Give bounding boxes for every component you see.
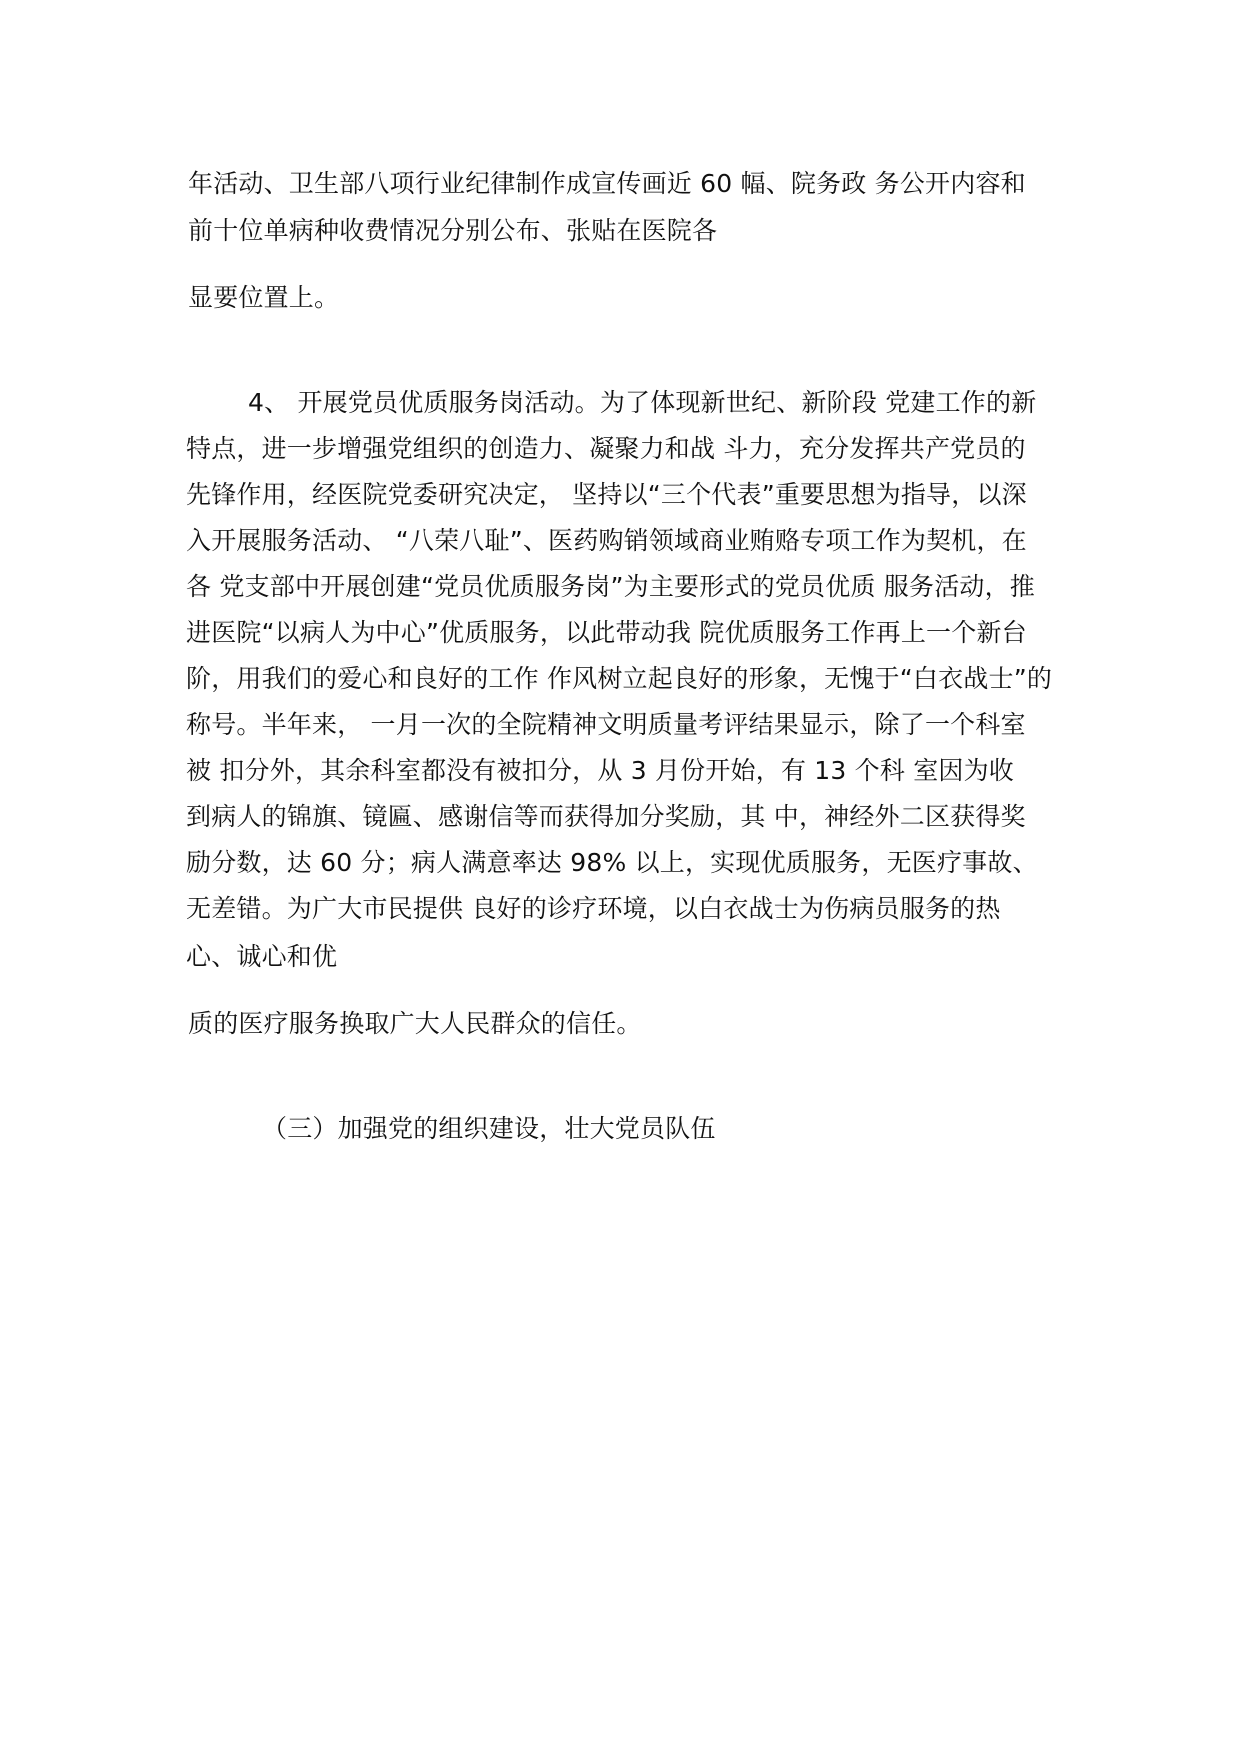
text-line: 进医院“以病人为中心”优质服务，以此带动我 院优质服务工作再上一个新台 <box>186 618 1027 647</box>
text-line: 显要位置上。 <box>188 283 340 312</box>
text-line: 励分数，达 60 分；病人满意率达 98% 以上，实现优质服务，无医疗事故、 <box>186 848 1038 877</box>
text-line: 各 党支部中开展创建“党员优质服务岗”为主要形式的党员优质 服务活动，推 <box>186 572 1035 601</box>
text-line: 无差错。为广大市民提供 良好的诊疗环境，以白衣战士为伤病员服务的热 <box>186 894 1001 923</box>
text-line: 先锋作用，经医院党委研究决定， 坚持以“三个代表”重要思想为指导，以深 <box>186 480 1027 509</box>
text-line: 特点，进一步增强党组织的创造力、凝聚力和战 斗力，充分发挥共产党员的 <box>186 434 1026 463</box>
text-line: 4、 开展党员优质服务岗活动。为了体现新世纪、新阶段 党建工作的新 <box>248 388 1037 417</box>
text-line: 阶，用我们的爱心和良好的工作 作风树立起良好的形象，无愧于“白衣战士”的 <box>186 664 1053 693</box>
text-line: 到病人的锦旗、镜匾、感谢信等而获得加分奖励，其 中，神经外二区获得奖 <box>186 802 1026 831</box>
text-line: 质的医疗服务换取广大人民群众的信任。 <box>188 1009 642 1038</box>
text-line: 年活动、卫生部八项行业纪律制作成宣传画近 60 幅、院务政 务公开内容和 <box>188 169 1026 198</box>
text-line: 前十位单病种收费情况分别公布、张贴在医院各 <box>188 216 718 245</box>
text-line: 心、诚心和优 <box>186 942 338 971</box>
text-line: 入开展服务活动、 “八荣八耻”、医药购销领域商业贿赂专项工作为契机，在 <box>186 526 1027 555</box>
section-heading: （三）加强党的组织建设，壮大党员队伍 <box>262 1114 716 1143</box>
text-line: 称号。半年来， 一月一次的全院精神文明质量考评结果显示，除了一个科室 <box>186 710 1026 739</box>
text-line: 被 扣分外，其余科室都没有被扣分，从 3 月份开始，有 13 个科 室因为收 <box>186 756 1015 785</box>
